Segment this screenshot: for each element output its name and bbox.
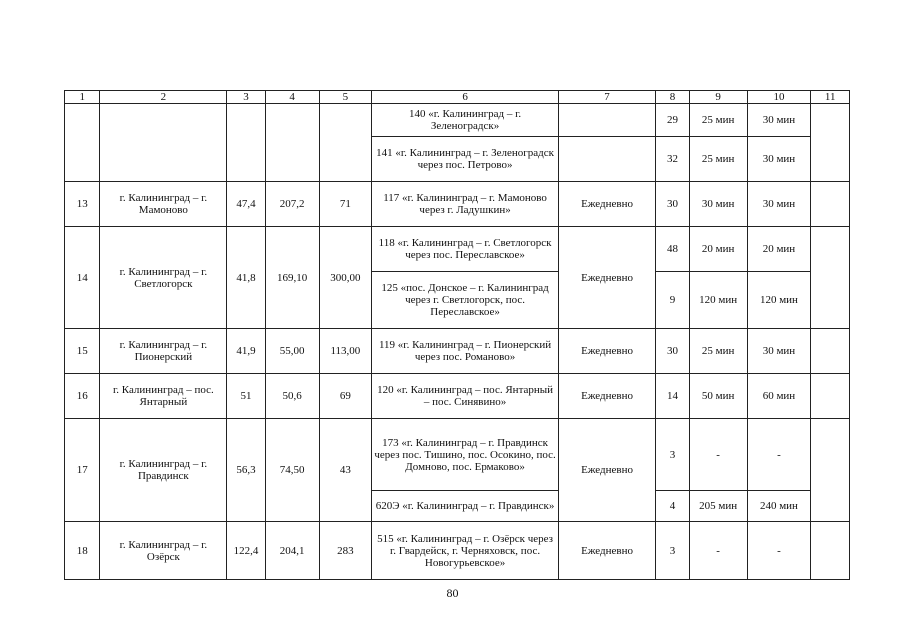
col-header: 5 <box>319 91 372 104</box>
cell-col5: 71 <box>319 182 372 227</box>
schedule: Ежедневно <box>558 374 655 419</box>
cell-col10: 20 мин <box>747 227 811 272</box>
cell-col10: - <box>747 522 811 580</box>
col-header: 9 <box>689 91 747 104</box>
col-header: 8 <box>656 91 689 104</box>
route-description: 120 «г. Калининград – пос. Янтарный – пос. Синявино» <box>372 374 559 419</box>
schedule: Ежедневно <box>558 182 655 227</box>
schedule: Ежедневно <box>558 227 655 329</box>
route-description: 140 «г. Калининград – г. Зеленоградск» <box>372 104 559 137</box>
cell-col9: 20 мин <box>689 227 747 272</box>
cell-col8: 3 <box>656 522 689 580</box>
cell-col9: 25 мин <box>689 104 747 137</box>
route-name <box>100 104 227 182</box>
col-header: 7 <box>558 91 655 104</box>
cell-col9: 30 мин <box>689 182 747 227</box>
row-number <box>65 104 100 182</box>
cell-col4: 169,10 <box>265 227 319 329</box>
row-number: 15 <box>65 329 100 374</box>
cell-col3: 41,8 <box>227 227 266 329</box>
route-description: 119 «г. Калининград – г. Пионерский через пос. Романово» <box>372 329 559 374</box>
cell-col4: 55,00 <box>265 329 319 374</box>
route-description: 173 «г. Калининград – г. Правдинск через пос. Тишино, пос. Осокино, пос. Домново, пос. Ермаково» <box>372 419 559 491</box>
cell-col9: - <box>689 419 747 491</box>
cell-col9: - <box>689 522 747 580</box>
header-row <box>65 91 850 104</box>
row-number: 18 <box>65 522 100 580</box>
col-header: 6 <box>372 91 559 104</box>
cell-col4: 207,2 <box>265 182 319 227</box>
cell-col9: 120 мин <box>689 272 747 329</box>
route-name: г. Калининград – пос. Янтарный <box>100 374 227 419</box>
col-header: 4 <box>265 91 319 104</box>
route-description: 117 «г. Калининград – г. Мамоново через г. Ладушкин» <box>372 182 559 227</box>
table-row <box>65 374 850 419</box>
cell-col11 <box>811 374 850 419</box>
routes-table <box>64 90 850 580</box>
cell-col8: 29 <box>656 104 689 137</box>
col-header: 3 <box>227 91 266 104</box>
cell-col10: 240 мин <box>747 491 811 522</box>
col-header: 11 <box>811 91 850 104</box>
cell-col3: 41,9 <box>227 329 266 374</box>
table-row <box>65 329 850 374</box>
route-description: 118 «г. Калининград – г. Светлогорск через пос. Переславское» <box>372 227 559 272</box>
table-row <box>65 182 850 227</box>
table-row <box>65 227 850 272</box>
cell-col10: 60 мин <box>747 374 811 419</box>
cell-col5: 69 <box>319 374 372 419</box>
route-name: г. Калининград – г. Пионерский <box>100 329 227 374</box>
cell-col4: 50,6 <box>265 374 319 419</box>
schedule <box>558 137 655 182</box>
route-name: г. Калининград – г. Светлогорск <box>100 227 227 329</box>
route-name: г. Калининград – г. Озёрск <box>100 522 227 580</box>
cell-col9: 25 мин <box>689 329 747 374</box>
row-number: 17 <box>65 419 100 522</box>
cell-col3: 47,4 <box>227 182 266 227</box>
cell-col11 <box>811 522 850 580</box>
cell-col9: 50 мин <box>689 374 747 419</box>
cell-col8: 3 <box>656 419 689 491</box>
cell-col5: 113,00 <box>319 329 372 374</box>
schedule <box>558 104 655 137</box>
cell-col4: 74,50 <box>265 419 319 522</box>
cell-col5 <box>319 104 372 182</box>
row-number: 14 <box>65 227 100 329</box>
page-number: 80 <box>446 586 459 600</box>
cell-col5: 43 <box>319 419 372 522</box>
route-description: 515 «г. Калининград – г. Озёрск через г. Гвардейск, г. Черняховск, пос. Новогурьевское» <box>372 522 559 580</box>
cell-col3: 51 <box>227 374 266 419</box>
cell-col3: 56,3 <box>227 419 266 522</box>
cell-col8: 9 <box>656 272 689 329</box>
cell-col8: 32 <box>656 137 689 182</box>
table-row <box>65 522 850 580</box>
col-header: 1 <box>65 91 100 104</box>
col-header: 2 <box>100 91 227 104</box>
route-description: 141 «г. Калининград – г. Зеленоградск через пос. Петрово» <box>372 137 559 182</box>
cell-col11 <box>811 329 850 374</box>
cell-col10: - <box>747 419 811 491</box>
cell-col11 <box>811 104 850 182</box>
schedule: Ежедневно <box>558 522 655 580</box>
cell-col9: 205 мин <box>689 491 747 522</box>
cell-col10: 120 мин <box>747 272 811 329</box>
cell-col11 <box>811 419 850 522</box>
route-name: г. Калининград – г. Правдинск <box>100 419 227 522</box>
route-name: г. Калининград – г. Мамоново <box>100 182 227 227</box>
cell-col4 <box>265 104 319 182</box>
cell-col9: 25 мин <box>689 137 747 182</box>
cell-col11 <box>811 182 850 227</box>
row-number: 16 <box>65 374 100 419</box>
cell-col8: 4 <box>656 491 689 522</box>
cell-col11 <box>811 227 850 329</box>
cell-col3 <box>227 104 266 182</box>
route-description: 125 «пос. Донское – г. Калининград через г. Светлогорск, пос. Переславское» <box>372 272 559 329</box>
schedule: Ежедневно <box>558 419 655 522</box>
cell-col10: 30 мин <box>747 137 811 182</box>
table-row <box>65 419 850 491</box>
cell-col10: 30 мин <box>747 104 811 137</box>
route-description: 620Э «г. Калининград – г. Правдинск» <box>372 491 559 522</box>
cell-col8: 14 <box>656 374 689 419</box>
table-row <box>65 104 850 137</box>
cell-col5: 300,00 <box>319 227 372 329</box>
cell-col4: 204,1 <box>265 522 319 580</box>
col-header: 10 <box>747 91 811 104</box>
cell-col5: 283 <box>319 522 372 580</box>
cell-col8: 30 <box>656 182 689 227</box>
cell-col10: 30 мин <box>747 182 811 227</box>
cell-col10: 30 мин <box>747 329 811 374</box>
cell-col8: 30 <box>656 329 689 374</box>
row-number: 13 <box>65 182 100 227</box>
schedule: Ежедневно <box>558 329 655 374</box>
cell-col3: 122,4 <box>227 522 266 580</box>
cell-col8: 48 <box>656 227 689 272</box>
